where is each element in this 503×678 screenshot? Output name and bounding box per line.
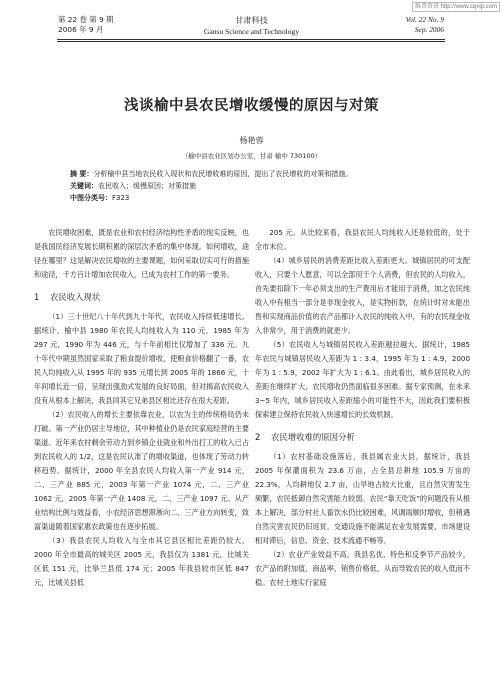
author: 杨艳蓉: [239, 136, 264, 145]
abstract: [70, 168, 450, 180]
paragraph: （2）农业产业效益不高。我县名优、特色和反季节产品较少，农产品的附加值、商品率、销售价格低，从而导致农民的收入低而不稳。农村土地实行家庭: [255, 550, 470, 587]
clc-label: 中图分类号：: [70, 194, 112, 202]
section-number: 1: [34, 292, 40, 302]
clc-number: [70, 192, 450, 204]
affiliation: （榆中县农业区划办公室，甘肃 榆中 730100）: [181, 152, 322, 160]
abstract-text: 分析榆中县当地农民收入现状和农民增收难的原因，提出了农民增收的对策和措施。: [93, 170, 353, 178]
date-cn: 2006 年 9 月: [58, 25, 104, 34]
paragraph: （4）城乡居民的消费差距比收入差距更大。城镇居民的可支配收入，只要个人愿意，可以全部用于个人消费，但农民的人均收入，首先要扣除下一年必须支出的生产费用后才能用于消费，加之农民纯收入中有相当一部分是非现金收入，是实物折款，在统计时对未能出售和实现商品价值的农产品都计入农民的纯收入中，有的农民现金收入非常少，用于消费的就更少。: [255, 256, 470, 335]
date-en: Sep. 2006: [414, 25, 444, 34]
volume-issue-cn: 第 22 卷 第 9 期: [58, 15, 114, 24]
section-title: 农民增收难的原因分析: [271, 432, 355, 442]
abstract-label: 摘 要：: [70, 170, 94, 178]
watermark: 维普资讯 http://www.cqvip.com: [412, 2, 500, 12]
paragraph: （1）农村基础设施落后，我县属农业大县，据统计，我县 2005 年保灌面积为 23.6 万亩，占全县总耕地 105.9 万亩的 22.3%，人均耕地仅 2.7 亩，山旱地占较大比重，且自然灾害发生频繁，农民抵御自然灾害能力较弱。农民“靠天吃饭”的问题没有从根本上解决，部分村社人畜饮水仍比较困难，风调雨顺时增收，但稍遇自然灾害农民仍旧返贫。交通设施不能满足农业发展需要，市场建设相对滞后，信息、资金、技术流通不畅等。: [255, 452, 470, 545]
paragraph: （5）农民收入与城镇居民收入差距越拉越大。据统计，1985 年农民与城镇居民收入差距为 1 : 3.4，1995 年为 1 : 4.9，2000 年为 1 : 5.9，2002 年扩大为 1 : 6.1。由此看出，城乡居民收入的差距在继续扩大，农民增收仍然面临很多困难。据专家预测，在未来 3~5 年内，城乡居民收入差距缩小的可能性不大，因此我们要积极探索建立保持农民收入快速增长的长效机制。: [255, 340, 470, 419]
keywords-text: 农民收入；缓慢原因；对策措施: [98, 182, 196, 190]
intro-paragraph: 农民增收困难，既是农业和农村经济结构性矛盾的现实反映，也是我国民经济发展长期积累的深层次矛盾的集中体现。如何增收，途径在哪里？这是解决农民增收的主要课题，如何采取切实可行的措施和途径，千方百计增加农民收入，已成为农村工作的第一要务。: [34, 228, 249, 279]
section-heading-2: [255, 430, 470, 444]
right-column: [255, 226, 470, 590]
clc-text: F323: [112, 194, 130, 202]
section-title: 农民收入现状: [50, 292, 101, 302]
header-rule: [57, 39, 445, 40]
journal-name-cn: 甘肃科技: [235, 15, 268, 25]
section-heading-1: [34, 290, 249, 304]
paragraph: （2）农民收入的增长主要依靠农业，以农为主的传统格局仍未打破。第一产业仍居主导地位，其中种植业仍是农民家庭经营的主要渠道。近年来农村剩余劳动力到乡镇企业就业和外出打工的收入已占到农民收入的 1/2，这是农民认准了的增收渠道，也体现了劳动力转移趋势。据统计，2000 年全县农民人均收入第一产业 914 元，二、三产业 885 元，2003 年第一产业 1074 元，二、三产业 1062 元，2005 年第一产业 1408 元，二、三产业 1097 元。从产业结构比例与效益看，小农经济思想滞淅向二、三产业方向转变，致富渠道随着国家惠农政策也在逐步拓展。: [34, 410, 249, 531]
keywords: [70, 180, 450, 192]
paragraph: 205 元。从比较来看，我县农民人均纯收入还是较低的，处于全市末位。: [255, 228, 470, 251]
journal-header: [0, 15, 503, 49]
header-rule-thin: [57, 41, 445, 42]
left-column: [34, 226, 249, 590]
paragraph: （1）三十世纪八十年代到九十年代，农民收入持续低速增长。据统计，榆中县 1980 年农民人均纯收入为 110 元，1985 年为 297 元，1990 年为 446 元，与十年前相比仅增加了 336 元。九十年代中期虽然国家采取了粮食提价增收，使粮食价格翻了一番，农民人均纯收入从 1995 年的 935 元增长到 2005 年的 1866 元，十年间增长近一倍，呈现出强劲式发展的良好局面，但对揭高农民收入没有从根本上解决，我县同其它兄弟县区相比还存在很大差距。: [34, 312, 249, 405]
article-title: 浅谈榆中县农民增收缓慢的原因与对策: [124, 98, 379, 114]
paragraph: （3）我县农民人均收入与全市其它县区相比差距仍较大。2000 年全市最高的城关区 2005 元，我县仅为 1381 元，比城关区低 151 元，比皋兰县低 174 元；2005 年我县较市区低 847 元，比城关县低: [34, 536, 249, 587]
journal-name-en: Gansu Science and Technology: [203, 27, 300, 36]
keywords-label: 关键词：: [70, 182, 98, 190]
volume-issue-en: Vol. 22 No. 9: [405, 15, 444, 24]
header-right: [406, 15, 444, 35]
section-number: 2: [255, 432, 261, 442]
